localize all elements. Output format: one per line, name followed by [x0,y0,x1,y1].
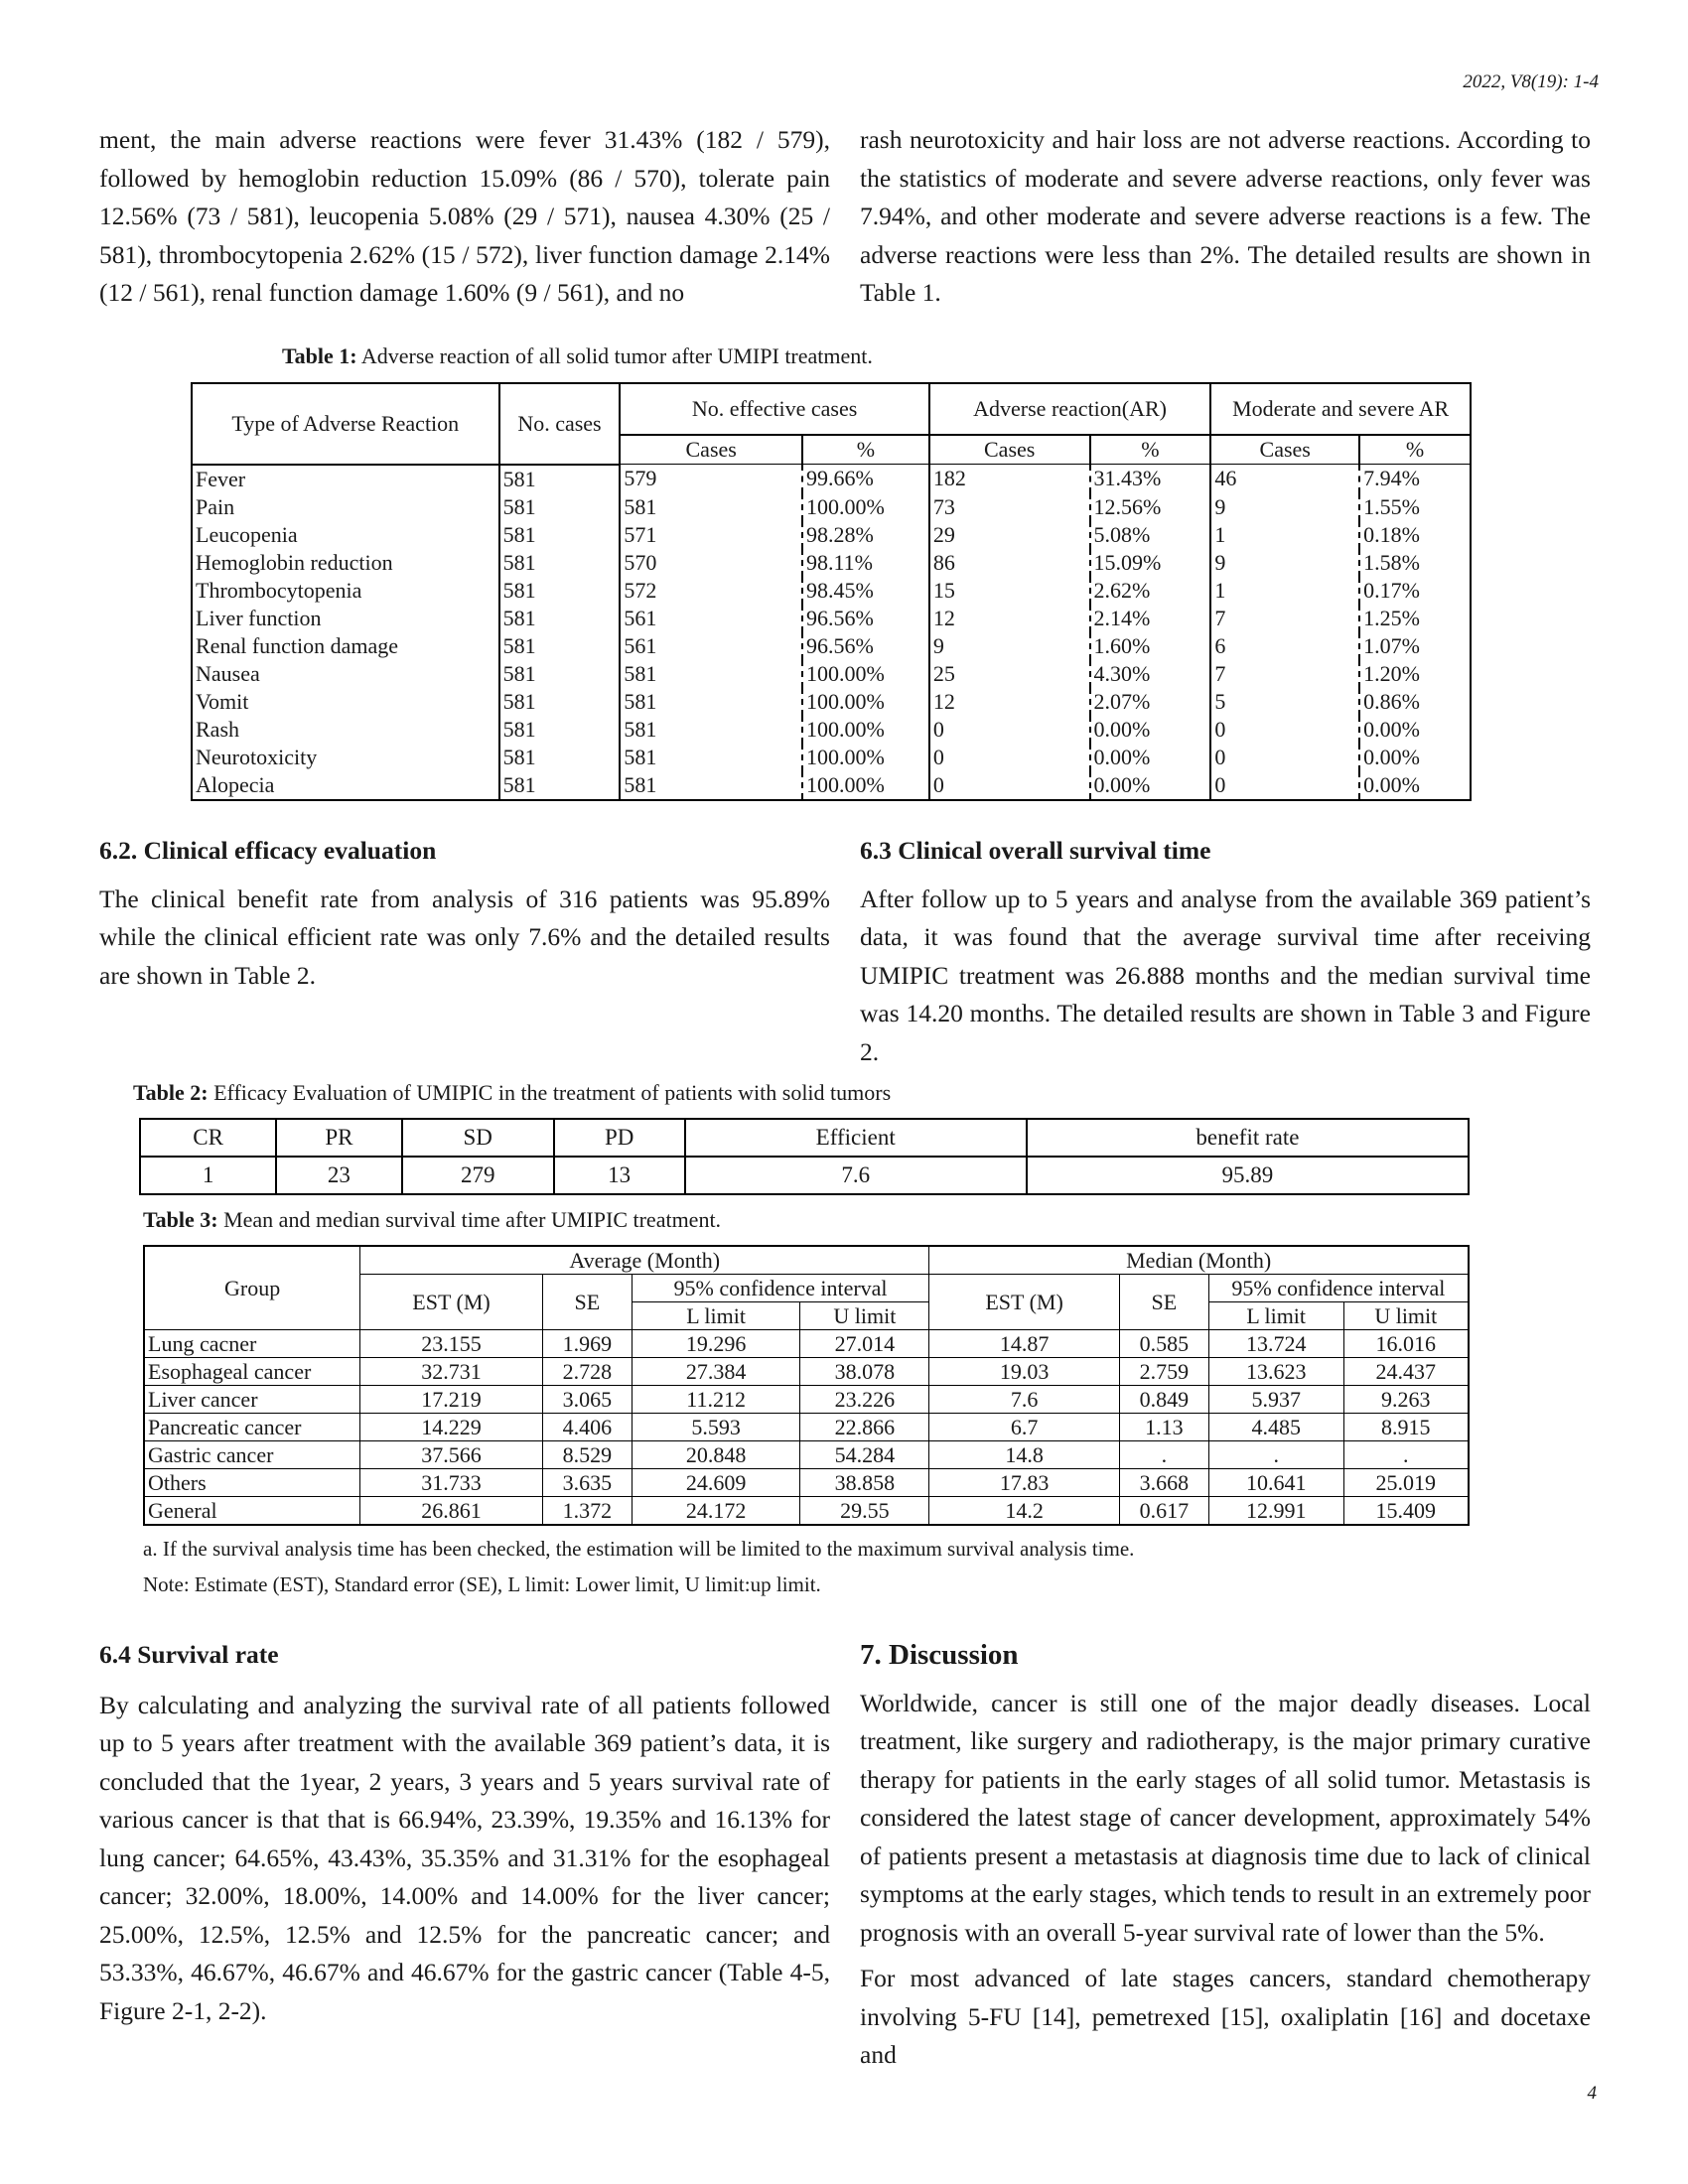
table-cell: 100.00% [802,744,929,771]
t3-header-ci: 95% confidence interval [632,1275,929,1302]
table-cell: 0.00% [1090,744,1211,771]
table-cell: . [1208,1441,1343,1469]
table-cell: 0 [1210,716,1359,744]
t1-header-severe: Moderate and severe AR [1210,383,1471,435]
table-cell: 100.00% [802,493,929,521]
table-cell: 14.2 [929,1497,1120,1526]
table-cell: 24.172 [632,1497,800,1526]
table-cell: 100.00% [802,716,929,744]
table-cell: 23.155 [360,1330,543,1358]
table-cell: 10.641 [1208,1469,1343,1497]
table-cell: 7 [1210,660,1359,688]
table-cell: 581 [620,716,802,744]
section-6-3-heading: 6.3 Clinical overall survival time [860,836,1211,865]
table-row-label: General [144,1497,360,1526]
table1-caption-label: Table 1: [282,343,357,368]
table-cell: 0.00% [1359,744,1471,771]
table-row [192,632,1471,660]
table-cell: 581 [499,549,621,577]
table-cell: 2.62% [1090,577,1211,605]
table-cell: 23 [276,1157,401,1194]
table-cell: 0.849 [1119,1386,1208,1414]
table-cell: 561 [620,605,802,632]
table-cell: 6.7 [929,1414,1120,1441]
t3-header-se: SE [542,1275,632,1330]
table3-note-a: a. If the survival analysis time has been checked, the estimation will be limited to the maximum survival analysis time. [143,1537,1135,1561]
table-cell: 1 [140,1157,276,1194]
t3-header-se: SE [1119,1275,1208,1330]
table-row [192,771,1471,800]
table-cell: 1.58% [1359,549,1471,577]
table-cell: 581 [499,716,621,744]
table-cell: 0 [929,771,1090,800]
section-6-2-heading: 6.2. Clinical efficacy evaluation [99,836,437,865]
table-row [144,1469,1469,1497]
table-cell: 581 [620,771,802,800]
table-cell: 1 [1210,521,1359,549]
table-cell: 0 [929,744,1090,771]
t3-header-est: EST (M) [929,1275,1120,1330]
t1-header-ar: Adverse reaction(AR) [929,383,1211,435]
table-cell: 9 [929,632,1090,660]
table-cell: 31.733 [360,1469,543,1497]
t3-header-average: Average (Month) [360,1246,929,1275]
table-cell: 12.991 [1208,1497,1343,1526]
table1-caption-text: Adverse reaction of all solid tumor after UMIPI treatment. [356,343,873,368]
table1-caption [282,343,873,369]
table-cell: 0 [1210,771,1359,800]
table-cell: 561 [620,632,802,660]
table-cell: 581 [499,577,621,605]
table-cell: 5.593 [632,1414,800,1441]
table-cell: 13.623 [1208,1358,1343,1386]
table-row [144,1414,1469,1441]
table-cell: 12.56% [1090,493,1211,521]
table-cell: 15 [929,577,1090,605]
table-cell: 1.07% [1359,632,1471,660]
table-cell: 581 [620,493,802,521]
table-row-label: Thrombocytopenia [192,577,499,605]
table-cell: 182 [929,465,1090,493]
table-cell: 12 [929,688,1090,716]
table-cell: 7 [1210,605,1359,632]
table-row-label: Gastric cancer [144,1441,360,1469]
table-cell: 46 [1210,465,1359,493]
table-cell: 4.406 [542,1414,632,1441]
table-cell: 13.724 [1208,1330,1343,1358]
section-6-4-body: By calculating and analyzing the survival rate of all patients followed up to 5 years after treatment with the available 369 patient’s data, it is concluded that the 1year, 2 years, 3 years and 5 years survival rate of various cancer is that that is 66.94%, 23.39%, 19.35% and 16.13% for lung cancer; 64.65%, 43.43%, 35.35% and 31.31% for the esophageal cancer; 32.00%, 18.00%, 14.00% and 14.00% for the liver cancer; 25.00%, 12.5%, 12.5% and 12.5% for the pancreatic cancer; and 53.33%, 46.67%, 46.67% and 46.67% for the gastric cancer (Table 4-5, Figure 2-1, 2-2). [99,1690,830,2025]
table-cell: 1.969 [542,1330,632,1358]
table-cell: 14.87 [929,1330,1120,1358]
table-cell: 0 [929,716,1090,744]
table-cell: 15.09% [1090,549,1211,577]
table-cell: 11.212 [632,1386,800,1414]
t3-header-ulimit: U limit [800,1302,929,1330]
table-cell: 98.11% [802,549,929,577]
table-cell: 581 [499,744,621,771]
table-cell: 38.858 [800,1469,929,1497]
table-cell: 0.18% [1359,521,1471,549]
table-cell: 581 [499,605,621,632]
t1-subheader-pct: % [802,435,929,465]
table-cell: 1.25% [1359,605,1471,632]
intro-left-paragraph [99,121,830,313]
table-row-label: Liver cancer [144,1386,360,1414]
table-row-label: Alopecia [192,771,499,800]
table-cell: 12 [929,605,1090,632]
table-row-label: Rash [192,716,499,744]
table-cell: 579 [620,465,802,493]
table-cell: 581 [499,632,621,660]
t1-header-no-cases: No. cases [499,383,621,465]
table-cell: 581 [499,521,621,549]
section-6-4 [99,1636,830,2030]
table-row [144,1330,1469,1358]
table-row-label: Vomit [192,688,499,716]
table-cell: 5.08% [1090,521,1211,549]
table-cell: 3.668 [1119,1469,1208,1497]
table-cell: 9 [1210,493,1359,521]
table-row [144,1358,1469,1386]
table-row [192,521,1471,549]
table-cell: 37.566 [360,1441,543,1469]
t1-header-type: Type of Adverse Reaction [192,383,499,465]
table-row [192,577,1471,605]
table-cell: 15.409 [1343,1497,1469,1526]
table-cell: 0 [1210,744,1359,771]
table-cell: 100.00% [802,660,929,688]
table-header-cell: PR [276,1119,401,1157]
efficacy-table [139,1118,1470,1195]
section-6-3-body: After follow up to 5 years and analyse from the available 369 patient’s data, it was found that the average survival time after receiving UMIPIC treatment was 26.888 months and the median survival time was 14.20 months. The detailed results are shown in Table 3 and Figure 2. [860,884,1591,1066]
table-header-cell: SD [402,1119,554,1157]
table-cell: 571 [620,521,802,549]
table-header-cell: PD [554,1119,685,1157]
table-cell: 9.263 [1343,1386,1469,1414]
t1-subheader-cases: Cases [620,435,802,465]
table-cell: 570 [620,549,802,577]
table-cell: 19.03 [929,1358,1120,1386]
table-cell: 0.00% [1359,716,1471,744]
table3-caption-label: Table 3: [143,1207,218,1232]
table-cell: 29.55 [800,1497,929,1526]
table-cell: 581 [499,771,621,800]
table-row [192,660,1471,688]
intro-right-paragraph [860,121,1591,313]
table-cell: 572 [620,577,802,605]
table-cell: 1.55% [1359,493,1471,521]
table-cell: 1.60% [1090,632,1211,660]
t3-header-ci: 95% confidence interval [1208,1275,1469,1302]
table-cell: 27.384 [632,1358,800,1386]
table-cell: 3.635 [542,1469,632,1497]
table-cell: 5 [1210,688,1359,716]
table-cell: 14.229 [360,1414,543,1441]
t1-subheader-cases: Cases [1210,435,1359,465]
table-cell: 14.8 [929,1441,1120,1469]
table-cell: 279 [402,1157,554,1194]
table-row [192,688,1471,716]
section-6-3 [860,832,1591,1071]
t3-header-llimit: L limit [1208,1302,1343,1330]
table-cell: 29 [929,521,1090,549]
table-cell: 0.00% [1359,771,1471,800]
section-6-2 [99,832,830,995]
table2-caption-label: Table 2: [133,1080,209,1105]
intro-left-text: ment, the main adverse reactions were fever 31.43% (182 / 579), followed by hemoglobin reduction 15.09% (86 / 570), tolerate pain 12.56% (73 / 581), leucopenia 5.08% (29 / 571), nausea 4.30% (25 / 581), thrombocytopenia 2.62% (15 / 572), liver function damage 2.14% (12 / 561), renal function damage 1.60% (9 / 561), and no [99,125,830,307]
table-cell: 5.937 [1208,1386,1343,1414]
t3-header-ulimit: U limit [1343,1302,1469,1330]
table-cell: 1.13 [1119,1414,1208,1441]
table-cell: 100.00% [802,688,929,716]
table-cell: 6 [1210,632,1359,660]
table-cell: 24.609 [632,1469,800,1497]
table3-caption [143,1207,721,1233]
table-cell: 2.759 [1119,1358,1208,1386]
table-row-label: Pain [192,493,499,521]
table-cell: 581 [499,465,621,493]
table-row [192,716,1471,744]
table-row [144,1497,1469,1526]
table-cell: 31.43% [1090,465,1211,493]
table-cell: 25.019 [1343,1469,1469,1497]
table-cell: 0.86% [1359,688,1471,716]
table-row-label: Pancreatic cancer [144,1414,360,1441]
table-cell: 98.28% [802,521,929,549]
table-cell: 8.529 [542,1441,632,1469]
table-cell: 9 [1210,549,1359,577]
table-cell: 96.56% [802,605,929,632]
t1-header-effective: No. effective cases [620,383,928,435]
table-cell: 2.14% [1090,605,1211,632]
table-row-label: Fever [192,465,499,493]
table-row [144,1386,1469,1414]
journal-reference: 2022, V8(19): 1-4 [1463,71,1599,92]
table-cell: 581 [620,688,802,716]
table-row-label: Neurotoxicity [192,744,499,771]
table-cell: 1.372 [542,1497,632,1526]
table-cell: 2.07% [1090,688,1211,716]
table-cell: 8.915 [1343,1414,1469,1441]
section-6-2-body: The clinical benefit rate from analysis of 316 patients was 95.89% while the clinical efficient rate was only 7.6% and the detailed results are shown in Table 2. [99,884,830,990]
table-row [192,605,1471,632]
table-row-label: Hemoglobin reduction [192,549,499,577]
section-7-heading: 7. Discussion [860,1639,1019,1671]
table-cell: 3.065 [542,1386,632,1414]
table-row [192,465,1471,493]
table-header-cell: benefit rate [1027,1119,1469,1157]
table-cell: 95.89 [1027,1157,1469,1194]
table-row-label: Esophageal cancer [144,1358,360,1386]
table-cell: 7.6 [685,1157,1027,1194]
table-cell: 0.585 [1119,1330,1208,1358]
table3-caption-text: Mean and median survival time after UMIPIC treatment. [217,1207,722,1232]
table-cell: 38.078 [800,1358,929,1386]
t1-subheader-cases: Cases [929,435,1090,465]
t3-header-median: Median (Month) [929,1246,1469,1275]
table-cell: 26.861 [360,1497,543,1526]
section-7-paragraph-2: For most advanced of late stages cancers, standard chemotherapy involving 5-FU [14], pemetrexed [15], oxaliplatin [16] and docetaxe and [860,1964,1591,2069]
table-cell: 17.83 [929,1469,1120,1497]
table-cell: . [1343,1441,1469,1469]
table-row-label: Leucopenia [192,521,499,549]
table-cell: 2.728 [542,1358,632,1386]
table2-caption-text: Efficacy Evaluation of UMIPIC in the treatment of patients with solid tumors [208,1080,892,1105]
table-cell: 7.6 [929,1386,1120,1414]
t1-subheader-pct: % [1359,435,1471,465]
table-cell: 581 [620,744,802,771]
section-7 [860,1636,1591,2075]
table-cell: 32.731 [360,1358,543,1386]
table-row [144,1441,1469,1469]
table-cell: 99.66% [802,465,929,493]
section-7-paragraph-1: Worldwide, cancer is still one of the major deadly diseases. Local treatment, like surgery and radiotherapy, is the major primary curative therapy for patients in the early stages of all solid tumor. Metastasis is considered the latest stage of cancer development, approximately 54% of patients present a metastasis at diagnosis time due to lack of clinical symptoms at the early stages, which tends to result in an extremely poor prognosis with an overall 5-year survival rate of lower than the 5%. [860,1688,1591,1947]
table-cell: 0.00% [1090,716,1211,744]
table-row [192,549,1471,577]
table-row [192,744,1471,771]
table-cell: 86 [929,549,1090,577]
t3-header-llimit: L limit [632,1302,800,1330]
table-cell: 581 [499,688,621,716]
table-cell: 581 [499,493,621,521]
intro-right-text: rash neurotoxicity and hair loss are not adverse reactions. According to the statistics of moderate and severe adverse reactions, only fever was 7.94%, and other moderate and severe adverse reactions is a few. The adverse reactions were less than 2%. The detailed results are shown in Table 1. [860,125,1591,307]
table-cell: 4.485 [1208,1414,1343,1441]
table-cell: 96.56% [802,632,929,660]
table-cell: 17.219 [360,1386,543,1414]
table-cell: 0.17% [1359,577,1471,605]
table-cell: 24.437 [1343,1358,1469,1386]
table-cell: 1.20% [1359,660,1471,688]
table-cell: 581 [620,660,802,688]
survival-time-table [143,1245,1470,1526]
table-cell: 1 [1210,577,1359,605]
table-cell: 16.016 [1343,1330,1469,1358]
table-row-label: Lung cacner [144,1330,360,1358]
table-cell: 7.94% [1359,465,1471,493]
table-row-label: Others [144,1469,360,1497]
page-number: 4 [1587,2083,1597,2104]
section-6-4-heading: 6.4 Survival rate [99,1640,279,1669]
table-cell: 98.45% [802,577,929,605]
table3-note-b: Note: Estimate (EST), Standard error (SE), L limit: Lower limit, U limit:up limit. [143,1572,821,1596]
table-header-cell: CR [140,1119,276,1157]
table-row-label: Renal function damage [192,632,499,660]
table-cell: 4.30% [1090,660,1211,688]
t3-header-group: Group [144,1246,360,1330]
t3-header-est: EST (M) [360,1275,543,1330]
adverse-reaction-table [191,382,1472,801]
table-cell: 581 [499,660,621,688]
table-cell: 100.00% [802,771,929,800]
table2-caption [133,1080,891,1106]
table-cell: 0.00% [1090,771,1211,800]
table-cell: 27.014 [800,1330,929,1358]
table-cell: 19.296 [632,1330,800,1358]
table-cell: 54.284 [800,1441,929,1469]
table-cell: 25 [929,660,1090,688]
table-cell: 23.226 [800,1386,929,1414]
table-cell: 20.848 [632,1441,800,1469]
table-header-cell: Efficient [685,1119,1027,1157]
t1-subheader-pct: % [1090,435,1211,465]
table-cell: 13 [554,1157,685,1194]
table-row-label: Liver function [192,605,499,632]
table-row [192,493,1471,521]
table-cell: 22.866 [800,1414,929,1441]
table-cell: 73 [929,493,1090,521]
table-cell: 0.617 [1119,1497,1208,1526]
table-cell: . [1119,1441,1208,1469]
table-row-label: Nausea [192,660,499,688]
